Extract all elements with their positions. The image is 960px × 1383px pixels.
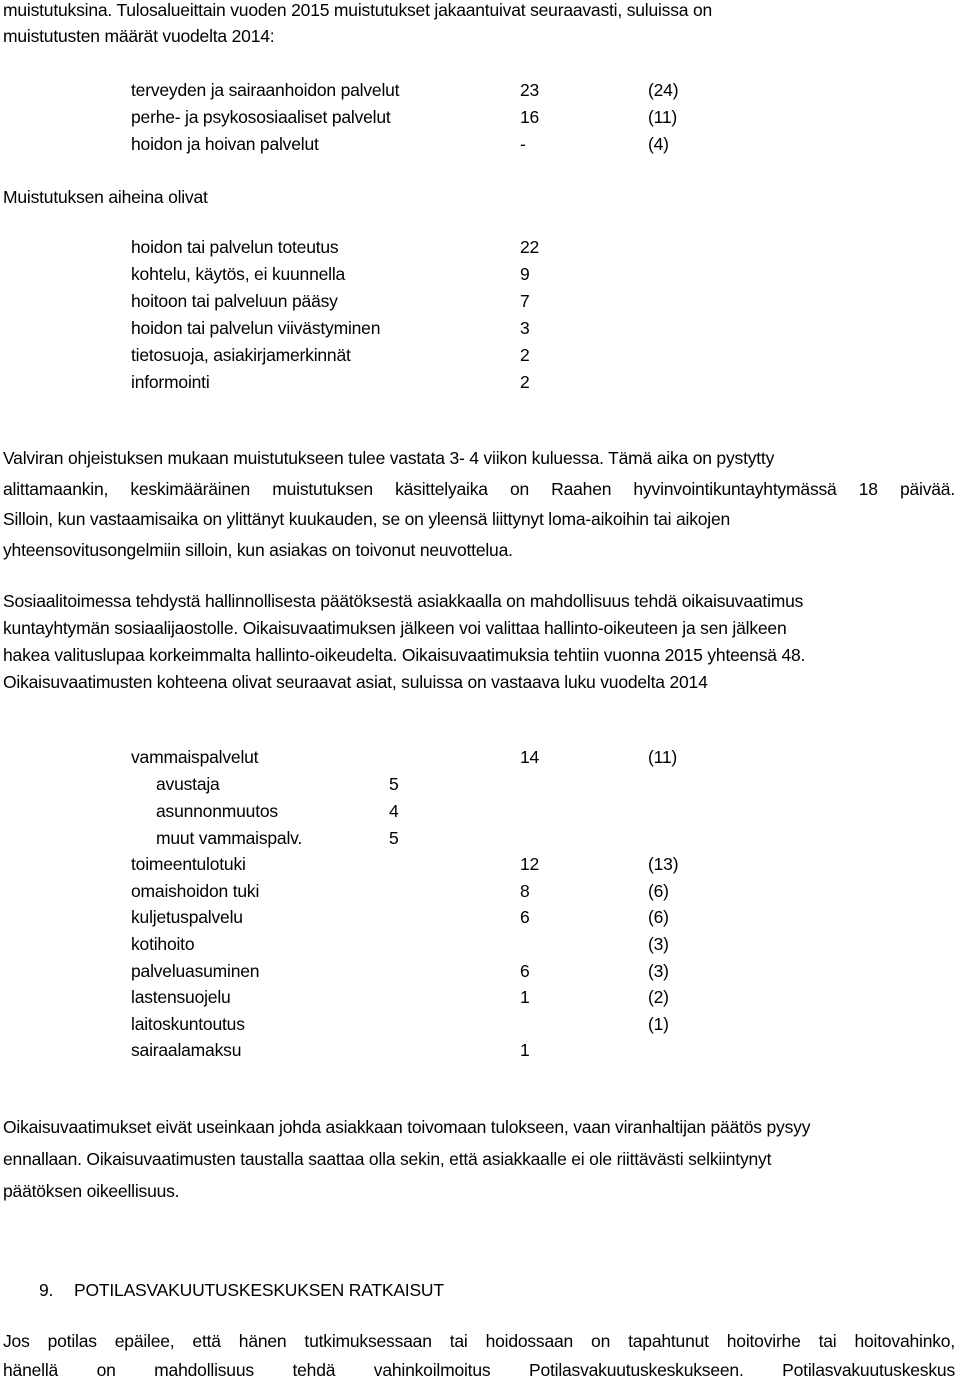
appeal-prev: (13) [648, 854, 679, 874]
table-row [131, 131, 771, 157]
topics-title: Muistutuksen aiheina olivat [3, 187, 208, 207]
topic-count: 7 [520, 291, 530, 311]
paragraph-line: ennallaan. Oikaisuvaatimusten taustalla saattaa olla sekin, että asiakkaalle ei ole riittävästi selkiintynyt [3, 1149, 772, 1169]
appeal-count: 12 [520, 854, 540, 874]
table-row [131, 315, 771, 341]
area-prev: (24) [648, 80, 679, 100]
appeal-count: 14 [520, 747, 540, 767]
topic-count: 2 [520, 345, 530, 365]
table-row [131, 104, 771, 130]
table-row [131, 744, 771, 770]
appeal-sub-label: asunnonmuutos [156, 801, 278, 821]
table-row [131, 288, 771, 314]
area-prev: (4) [648, 134, 669, 154]
appeal-label: kuljetuspalvelu [131, 907, 243, 927]
paragraph-line: Valviran ohjeistuksen mukaan muistutukseen tulee vastata 3- 4 viikon kuluessa. Tämä aika on pystytty [3, 448, 775, 468]
paragraph-line: kuntayhtymän sosiaalijaostolle. Oikaisuvaatimuksen jälkeen voi valittaa hallinto-oikeuteen ja sen jälkeen [3, 618, 787, 638]
paragraph-line: Jos potilas epäilee, että hänen tutkimuksessaan tai hoidossaan on tapahtunut hoitovirhe tai hoitovahinko, [3, 1331, 955, 1351]
topic-label: tietosuoja, asiakirjamerkinnät [131, 345, 351, 365]
appeal-label: laitoskuntoutus [131, 1014, 245, 1034]
appeal-prev: (6) [648, 907, 669, 927]
area-prev: (11) [648, 107, 678, 127]
appeal-prev: (3) [648, 961, 669, 981]
appeal-prev: (11) [648, 747, 678, 767]
table-row [131, 771, 771, 797]
paragraph-line: Oikaisuvaatimusten kohteena olivat seuraavat asiat, suluissa on vastaava luku vuodelta 2014 [3, 672, 708, 692]
topic-label: informointi [131, 372, 210, 392]
paragraph-line: hänellä on mahdollisuus tehdä vahinkoilmoitus Potilasvakuutuskeskukseen. Potilasvakuutuskeskus [3, 1360, 955, 1380]
table-row [131, 1037, 771, 1063]
appeal-label: palveluasuminen [131, 961, 260, 981]
appeal-sub-count: 5 [389, 774, 399, 794]
topic-count: 22 [520, 237, 540, 257]
topic-label: kohtelu, käytös, ei kuunnella [131, 264, 346, 284]
appeal-sub-label: muut vammaispalv. [156, 828, 303, 848]
area-label: perhe- ja psykososiaaliset palvelut [131, 107, 391, 127]
paragraph-line: alittamaankin, keskimääräinen muistutuksen käsittelyaika on Raahen hyvinvointikuntayhtymässä 18 päivää. [3, 479, 955, 499]
appeal-label: toimeentulotuki [131, 854, 246, 874]
table-row [131, 878, 771, 904]
table-row [131, 984, 771, 1010]
table-row [131, 234, 771, 260]
section-number: 9. [39, 1280, 54, 1300]
appeal-sub-count: 5 [389, 828, 399, 848]
appeal-prev: (6) [648, 881, 669, 901]
paragraph-line: Silloin, kun vastaamisaika on ylittänyt kuukauden, se on yleensä liittynyt loma-aikoihin tai aikojen [3, 509, 731, 529]
area-count: 23 [520, 80, 540, 100]
appeal-count: 6 [520, 907, 530, 927]
table-row [131, 931, 771, 957]
appeal-count: 8 [520, 881, 530, 901]
table-row [131, 904, 771, 930]
table-row [131, 1011, 771, 1037]
topic-count: 3 [520, 318, 530, 338]
table-row [131, 851, 771, 877]
appeal-count: 1 [520, 1040, 530, 1060]
intro-line-1: muistutuksina. Tulosalueittain vuoden 2015 muistutukset jakaantuivat seuraavasti, suluissa on [3, 0, 713, 20]
topic-count: 2 [520, 372, 530, 392]
table-row [131, 958, 771, 984]
topic-label: hoitoon tai palveluun pääsy [131, 291, 338, 311]
appeal-label: vammaispalvelut [131, 747, 259, 767]
table-row [131, 261, 771, 287]
appeal-count: 6 [520, 961, 530, 981]
paragraph-line: hakea valituslupaa korkeimmalta hallinto-oikeudelta. Oikaisuvaatimuksia tehtiin vuonna 2015 yhteensä 48. [3, 645, 806, 665]
appeal-prev: (2) [648, 987, 669, 1007]
table-row [131, 825, 771, 851]
topic-count: 9 [520, 264, 530, 284]
table-row [131, 77, 771, 103]
table-row [131, 798, 771, 824]
topic-label: hoidon tai palvelun viivästyminen [131, 318, 381, 338]
area-count: - [520, 134, 526, 154]
appeal-sub-count: 4 [389, 801, 399, 821]
topic-label: hoidon tai palvelun toteutus [131, 237, 339, 257]
area-count: 16 [520, 107, 540, 127]
appeal-sub-label: avustaja [156, 774, 220, 794]
appeal-prev: (3) [648, 934, 669, 954]
appeal-label: kotihoito [131, 934, 195, 954]
paragraph-line: yhteensovitusongelmiin silloin, kun asiakas on toivonut neuvottelua. [3, 540, 513, 560]
appeal-label: lastensuojelu [131, 987, 231, 1007]
intro-line-2: muistutusten määrät vuodelta 2014: [3, 26, 275, 46]
paragraph-line: Oikaisuvaatimukset eivät useinkaan johda asiakkaan toivomaan tulokseen, vaan viranhaltijan päätös pysyy [3, 1117, 811, 1137]
area-label: hoidon ja hoivan palvelut [131, 134, 319, 154]
appeal-prev: (1) [648, 1014, 669, 1034]
appeal-count: 1 [520, 987, 530, 1007]
section-title: POTILASVAKUUTUSKESKUKSEN RATKAISUT [74, 1280, 444, 1300]
table-row [131, 369, 771, 395]
paragraph-line: päätöksen oikeellisuus. [3, 1181, 180, 1201]
appeal-label: sairaalamaksu [131, 1040, 242, 1060]
area-label: terveyden ja sairaanhoidon palvelut [131, 80, 400, 100]
paragraph-line: Sosiaalitoimessa tehdystä hallinnollisesta päätöksestä asiakkaalla on mahdollisuus tehdä oikaisuvaatimus [3, 591, 804, 611]
appeal-label: omaishoidon tuki [131, 881, 260, 901]
table-row [131, 342, 771, 368]
